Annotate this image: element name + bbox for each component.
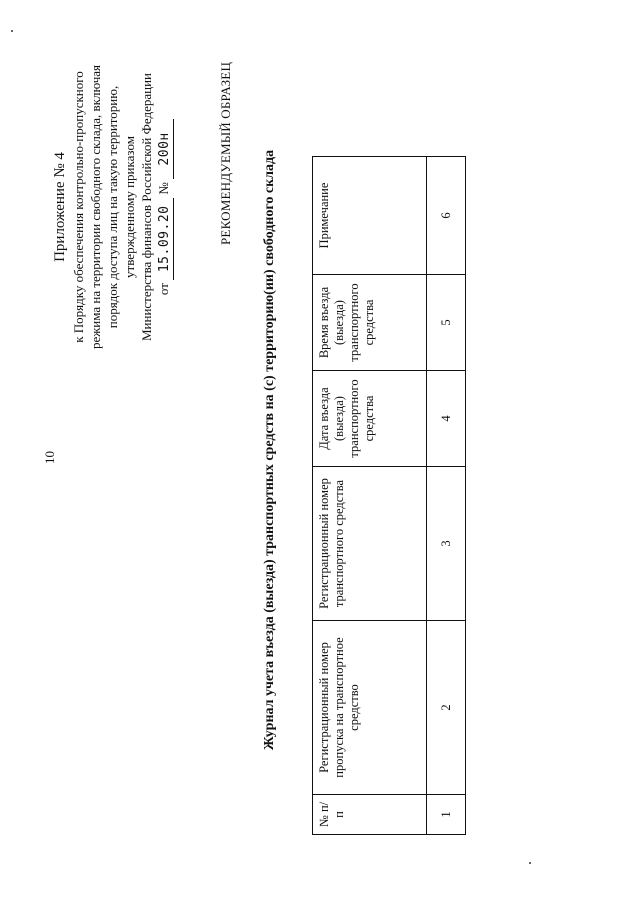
table-cell: 5 <box>427 275 466 371</box>
order-number-sign: № <box>156 182 171 195</box>
header-entry-date: Дата въезда (выезда) транспортного средства <box>313 371 427 467</box>
table-header-row <box>313 157 427 835</box>
table-cell: 2 <box>427 621 466 795</box>
sample-label: РЕКОМЕНДУЕМЫЙ ОБРАЗЕЦ <box>218 61 233 245</box>
appendix-title: Приложение № 4 <box>52 152 68 262</box>
order-date: 15.09.20 <box>156 198 174 280</box>
table-cell: 4 <box>427 371 466 467</box>
appendix-header <box>52 37 174 377</box>
scan-speck <box>529 862 531 864</box>
order-date-line <box>155 37 174 377</box>
journal-title: Журнал учета въезда (выезда) транспортных средств на (с) территорию(ии) свободного склада <box>262 149 277 751</box>
table-cell: 6 <box>427 157 466 275</box>
header-pass-number: Регистрационный номер пропуска на транспортное средство <box>313 621 427 795</box>
page-number: 10 <box>42 451 57 464</box>
appendix-line: режима на территории свободного склада, включая <box>88 65 103 349</box>
scan-speck <box>11 30 13 32</box>
appendix-line: утвержденному приказом <box>122 136 137 278</box>
table-number-row <box>427 157 466 835</box>
header-note: Примечание <box>313 157 427 275</box>
table-cell: 1 <box>427 795 466 835</box>
header-entry-time: Время въезда (выезда) транспортного средства <box>313 275 427 371</box>
appendix-line: к Порядку обеспечения контрольно-пропускного <box>71 71 86 343</box>
header-number: № п/п <box>313 795 427 835</box>
table-cell: 3 <box>427 467 466 621</box>
order-prefix: от <box>156 283 171 296</box>
order-number: 200н <box>156 119 174 179</box>
journal-table <box>312 156 466 835</box>
header-vehicle-number: Регистрационный номер транспортного средства <box>313 467 427 621</box>
appendix-line: Министерства финансов Российской Федерации <box>139 72 154 342</box>
appendix-line: порядок доступа лиц на такую территорию, <box>105 85 120 329</box>
